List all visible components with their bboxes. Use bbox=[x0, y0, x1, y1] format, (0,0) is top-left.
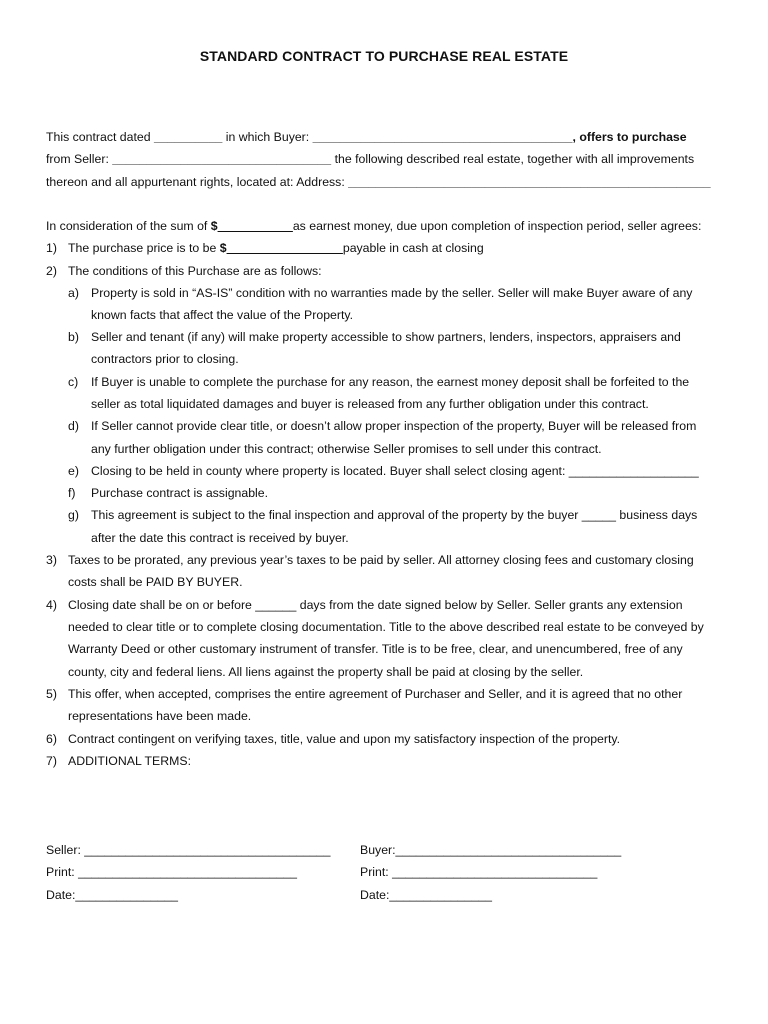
contract-date-blank: __________ bbox=[154, 130, 223, 144]
document-title: STANDARD CONTRACT TO PURCHASE REAL ESTATE bbox=[199, 48, 569, 64]
item-number: 6) bbox=[46, 732, 57, 746]
item-number: 4) bbox=[46, 598, 57, 612]
condition-c-line-1: If Buyer is unable to complete the purchase for any reason, the earnest money deposit shall be forfeited to the bbox=[91, 375, 690, 389]
closing-date-line-3: Warranty Deed or other customary instrument of transfer. Title is to be free, clear, and unencumbered, free of any bbox=[68, 642, 683, 656]
seller-name-blank: ________________________________ bbox=[112, 152, 332, 166]
taxes-line-1: Taxes to be prorated, any previous year’s taxes to be paid by seller. All attorney closing fees and customary closing bbox=[68, 553, 694, 567]
intro-line-3: thereon and all appurtenant rights, located at: Address: _____________________________________________________ bbox=[46, 175, 711, 189]
condition-f-line-1: Purchase contract is assignable. bbox=[91, 486, 269, 500]
taxes-line-2: costs shall be PAID BY BUYER. bbox=[68, 575, 243, 589]
address-blank: _____________________________________________________ bbox=[348, 175, 711, 189]
condition-d-line-2: any further obligation under this contract; otherwise Seller promises to sell under this contract. bbox=[91, 442, 602, 456]
buyer-print-field[interactable]: Print: ______________________________ bbox=[360, 865, 598, 879]
sub-item-letter: d) bbox=[68, 419, 79, 433]
conditions-heading: The conditions of this Purchase are as follows: bbox=[68, 264, 322, 278]
condition-g-line-2: after the date this contract is received by buyer. bbox=[91, 531, 349, 545]
condition-d-line-1: If Seller cannot provide clear title, or doesn’t allow proper inspection of the property, Buyer will be released from bbox=[91, 419, 697, 433]
condition-b-line-1: Seller and tenant (if any) will make property accessible to show partners, lenders, inspectors, appraisers and bbox=[91, 330, 681, 344]
contingency-line: Contract contingent on verifying taxes, title, value and upon my satisfactory inspection of the property. bbox=[68, 732, 621, 746]
condition-c-line-2: seller as total liquidated damages and buyer is released from any further obligation under this contract. bbox=[91, 397, 649, 411]
consideration-line: In consideration of the sum of $___________as earnest money, due upon completion of inspection period, seller agrees: bbox=[46, 219, 702, 233]
sub-item-letter: g) bbox=[68, 508, 79, 522]
purchase-price-blank: _________________ bbox=[226, 241, 343, 255]
item-number: 5) bbox=[46, 687, 57, 701]
entire-agreement-line-1: This offer, when accepted, comprises the entire agreement of Purchaser and Seller, and it is agreed that no other bbox=[68, 687, 683, 701]
condition-b-line-2: contractors prior to closing. bbox=[91, 352, 239, 366]
item-number: 1) bbox=[46, 241, 57, 255]
purchase-price-line: The purchase price is to be $_________________payable in cash at closing bbox=[68, 241, 484, 255]
seller-date-field[interactable]: Date:_______________ bbox=[46, 888, 178, 902]
entire-agreement-line-2: representations have been made. bbox=[68, 709, 252, 723]
closing-date-line-1: Closing date shall be on or before ______ days from the date signed below by Seller. Seller grants any extension bbox=[68, 598, 683, 612]
sub-item-letter: a) bbox=[68, 286, 79, 300]
sub-item-letter: f) bbox=[68, 486, 76, 500]
closing-date-line-4: county, city and federal liens. All liens against the property shall be paid at closing by the seller. bbox=[68, 665, 584, 679]
closing-date-line-2: needed to clear title or to complete closing documentation. Title to the above described real estate to be conveyed by bbox=[68, 620, 704, 634]
condition-a-line-1: Property is sold in “AS-IS” condition with no warranties made by the seller. Seller will make Buyer aware of any bbox=[91, 286, 693, 300]
sub-item-letter: c) bbox=[68, 375, 79, 389]
buyer-name-blank: ______________________________________ bbox=[312, 130, 573, 144]
buyer-date-field[interactable]: Date:_______________ bbox=[360, 888, 492, 902]
sub-item-letter: b) bbox=[68, 330, 79, 344]
additional-terms-label: ADDITIONAL TERMS: bbox=[68, 754, 191, 768]
condition-e-line-1: Closing to be held in county where property is located. Buyer shall select closing agent: ___________________ bbox=[91, 464, 699, 478]
seller-signature-field[interactable]: Seller: ____________________________________ bbox=[46, 843, 331, 857]
seller-print-field[interactable]: Print: ________________________________ bbox=[46, 865, 297, 879]
item-number: 2) bbox=[46, 264, 57, 278]
buyer-signature-field[interactable]: Buyer:_________________________________ bbox=[360, 843, 622, 857]
item-number: 7) bbox=[46, 754, 57, 768]
sub-item-letter: e) bbox=[68, 464, 79, 478]
condition-g-line-1: This agreement is subject to the final inspection and approval of the property by the buyer _____ business days bbox=[91, 508, 698, 522]
intro-line-1: This contract dated __________ in which Buyer: ______________________________________, offers to purchase bbox=[46, 130, 687, 144]
earnest-money-blank: ___________ bbox=[217, 219, 293, 233]
condition-a-line-2: known facts that affect the value of the Property. bbox=[91, 308, 354, 322]
item-number: 3) bbox=[46, 553, 57, 567]
intro-line-2: from Seller: ________________________________ the following described real estate, together with all improvements bbox=[46, 152, 695, 166]
